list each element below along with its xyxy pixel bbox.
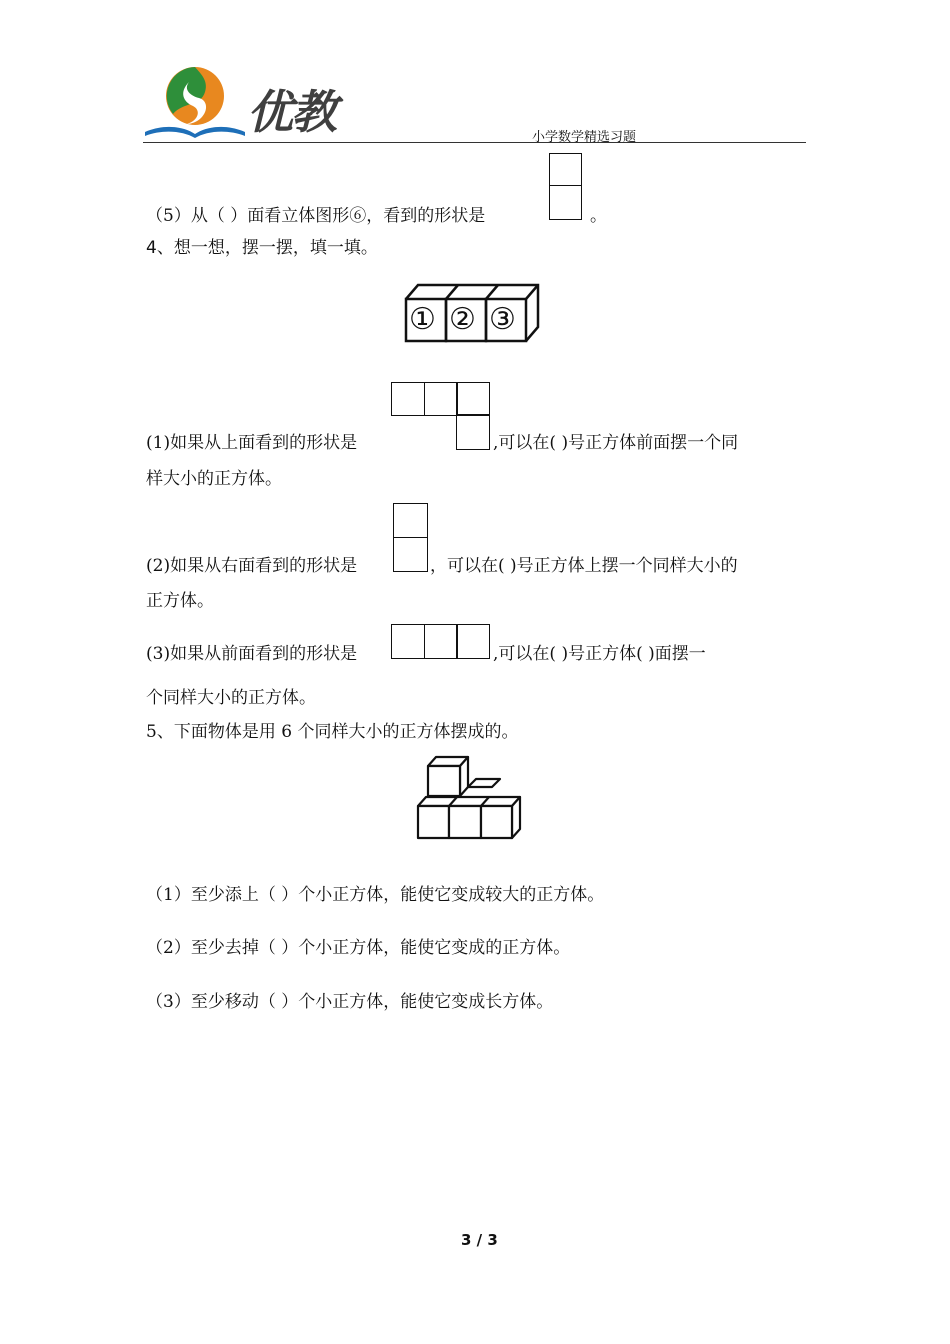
q5-title: 5、下面物体是用 6 个同样大小的正方体摆成的。 bbox=[146, 722, 519, 742]
page-number: 3 / 3 bbox=[461, 1231, 498, 1249]
logo-emblem-icon bbox=[143, 62, 248, 140]
q5-item-1: （1）至少添上（ ）个小正方体，能使它变成较大的正方体。 bbox=[146, 885, 605, 905]
shape-square bbox=[456, 382, 490, 416]
q5-item-2: （2）至少去掉（ ）个小正方体，能使它变成的正方体。 bbox=[146, 938, 571, 958]
header-divider bbox=[143, 142, 806, 143]
shape-square bbox=[549, 153, 582, 186]
q4-p2-right-view-shape bbox=[393, 503, 428, 572]
q4-p1-text-after: ,可以在( )号正方体前面摆一个同 bbox=[493, 433, 739, 453]
q4-p3-front-view-shape bbox=[391, 624, 490, 659]
header-subtitle: 小学数学精选习题 bbox=[532, 130, 637, 145]
q4-p1-text-line2: 样大小的正方体。 bbox=[146, 469, 282, 489]
q4-p2-text-before: (2)如果从右面看到的形状是 bbox=[146, 556, 358, 576]
q5-item-3: （3）至少移动（ ）个小正方体，能使它变成长方体。 bbox=[146, 992, 554, 1012]
q4-p2-text-after: ，可以在( )号正方体上摆一个同样大小的 bbox=[430, 556, 738, 576]
shape-square bbox=[424, 382, 458, 416]
logo bbox=[143, 62, 353, 140]
q4-p3-text-before: (3)如果从前面看到的形状是 bbox=[146, 644, 358, 664]
q4-p1-text-before: (1)如果从上面看到的形状是 bbox=[146, 433, 358, 453]
q4-p1-top-view-shape bbox=[391, 382, 491, 450]
shape-square bbox=[424, 624, 458, 659]
shape-square bbox=[393, 537, 428, 572]
q4-p3-text-after: ,可以在( )号正方体( )面摆一 bbox=[493, 644, 706, 664]
shape-square bbox=[393, 503, 428, 538]
q5-cube-stack-figure bbox=[416, 754, 524, 844]
cube-label-1: ① bbox=[409, 302, 436, 337]
q3-item-5-shape bbox=[549, 153, 582, 220]
shape-square bbox=[391, 382, 425, 416]
shape-square bbox=[456, 624, 490, 659]
cube-label-2: ② bbox=[449, 302, 476, 337]
logo-text: 优教 bbox=[247, 85, 335, 139]
q3-item-5-text: （5）从（ ）面看立体图形⑥，看到的形状是 bbox=[146, 206, 486, 226]
q4-p3-text-line2: 个同样大小的正方体。 bbox=[146, 688, 316, 708]
cube-label-3: ③ bbox=[489, 302, 516, 337]
shape-square bbox=[391, 624, 425, 659]
shape-square bbox=[549, 185, 582, 220]
q3-item-5-end: 。 bbox=[590, 206, 607, 226]
shape-square bbox=[456, 414, 490, 450]
q4-title: 4、想一想，摆一摆，填一填。 bbox=[146, 238, 378, 258]
q4-p2-text-line2: 正方体。 bbox=[146, 591, 214, 611]
